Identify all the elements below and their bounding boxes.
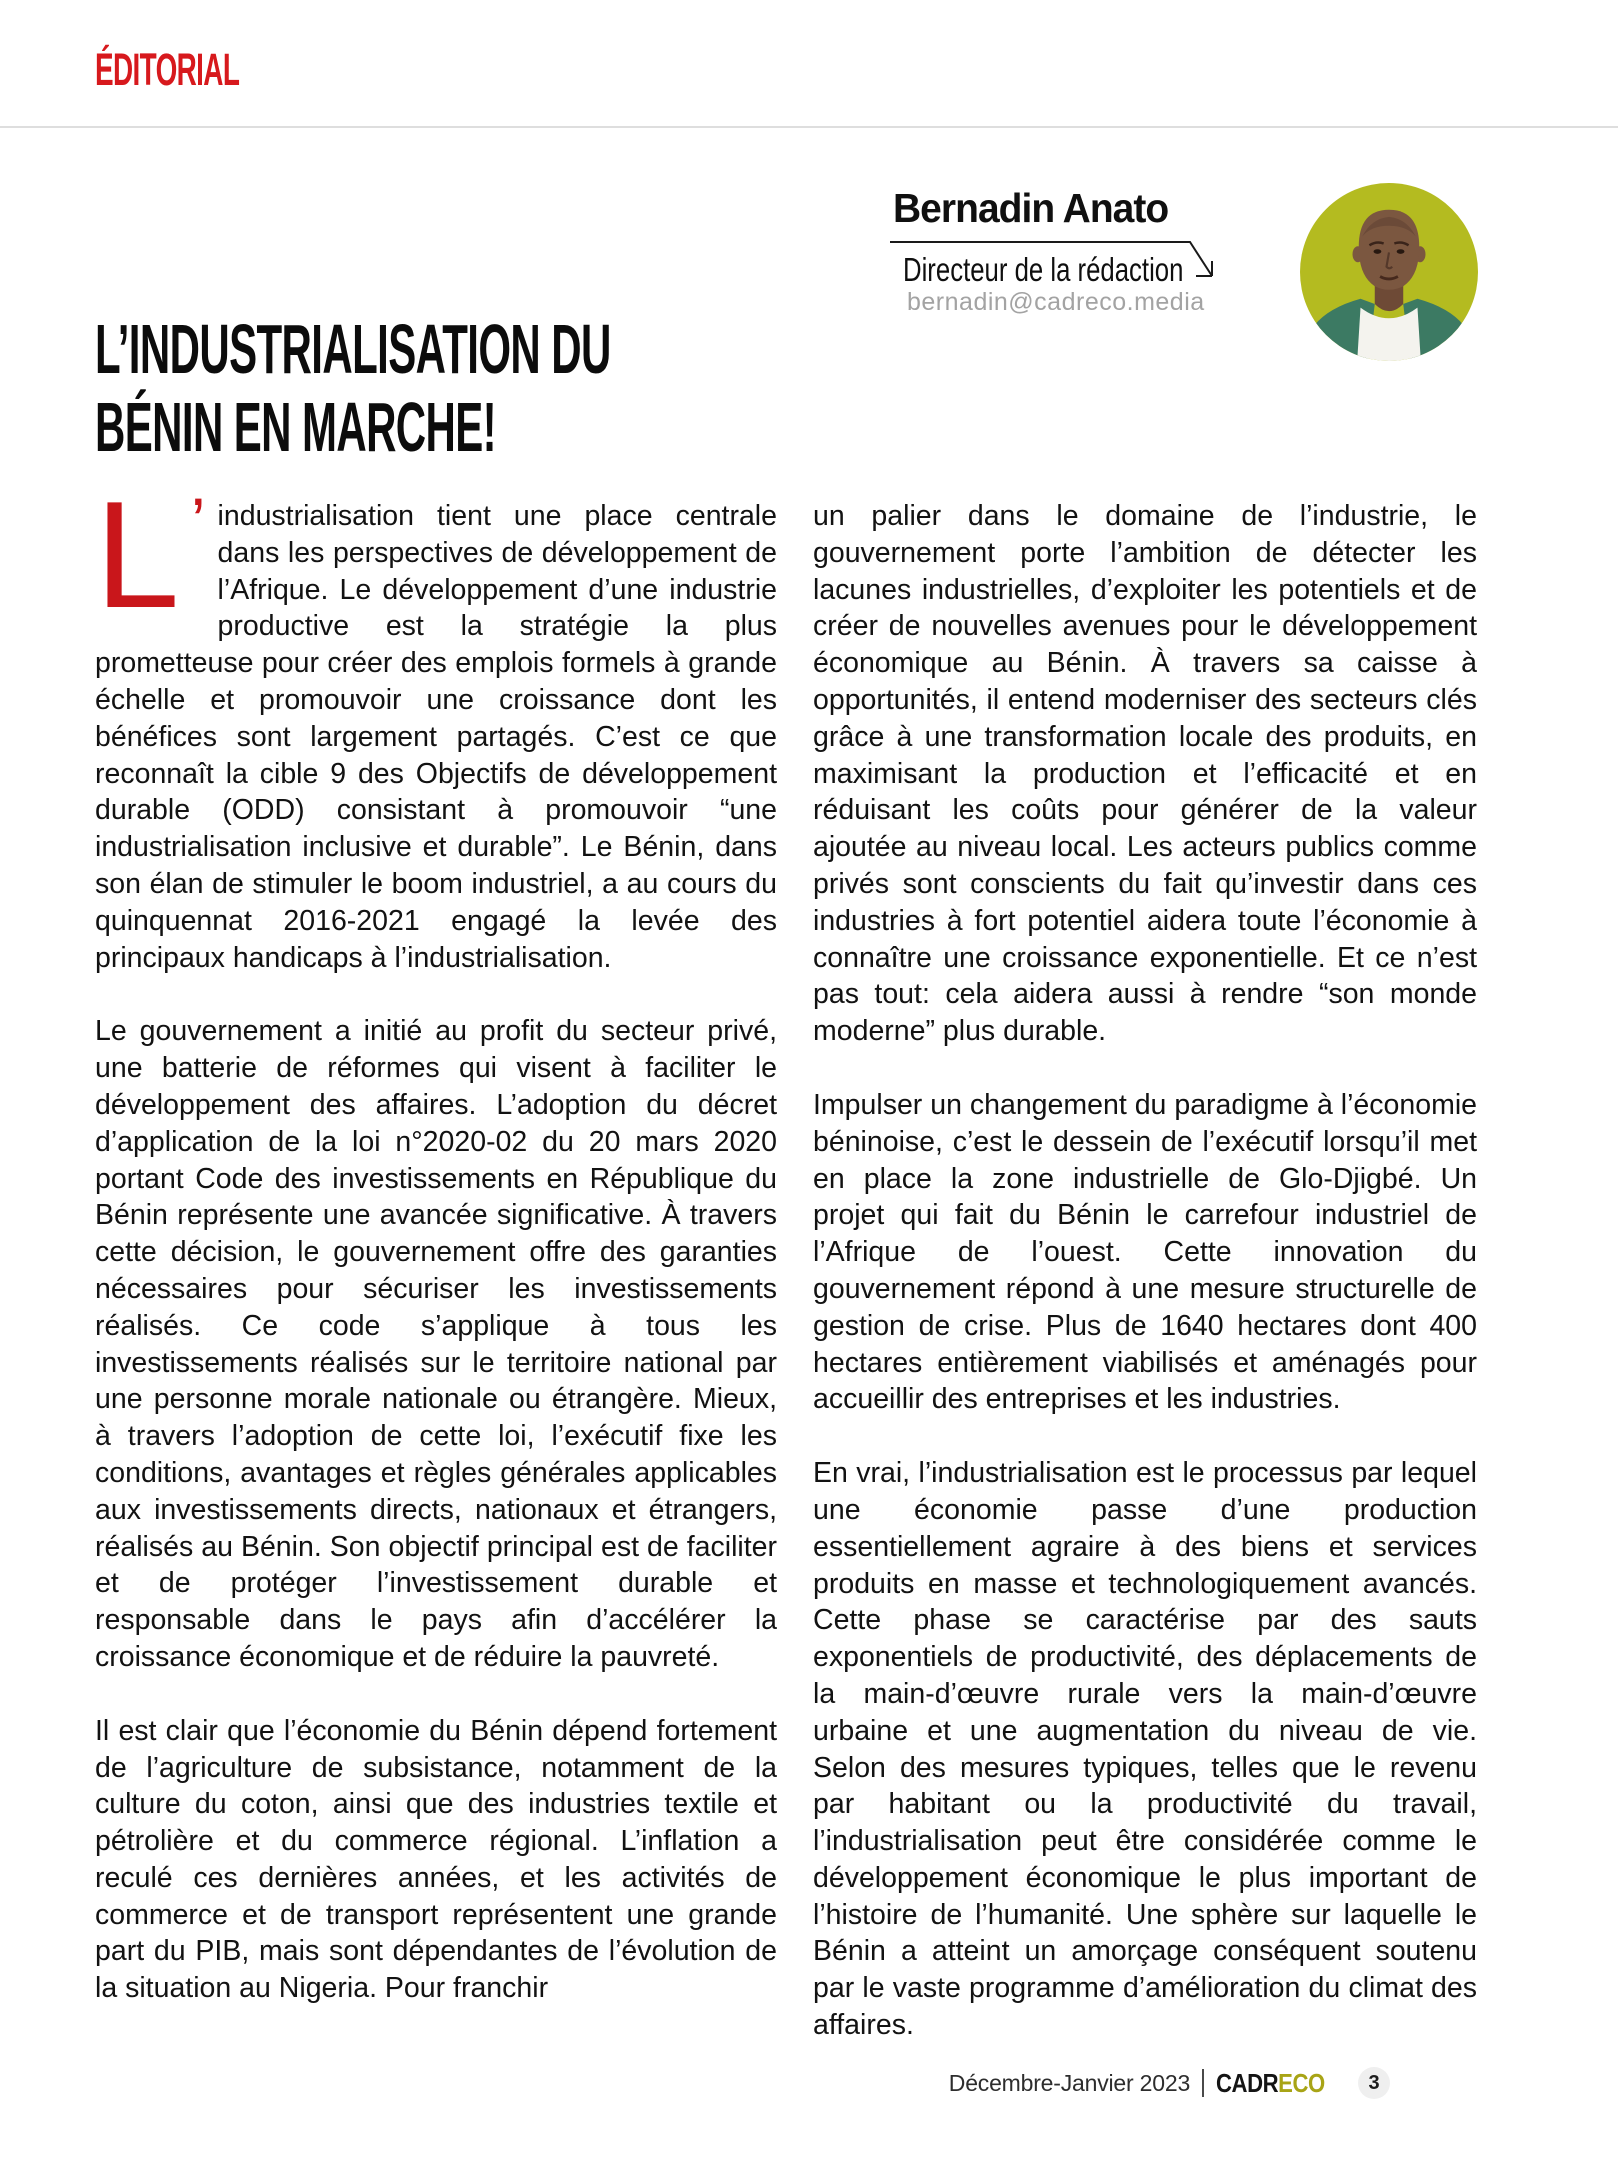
article-title bbox=[95, 310, 611, 466]
author-role: Directeur de la rédaction bbox=[903, 251, 1184, 288]
footer-brand-logo bbox=[1216, 2068, 1325, 2099]
column-left bbox=[95, 470, 777, 2007]
footer-brand-black: CADR bbox=[1216, 2067, 1279, 2098]
masthead-rule bbox=[0, 126, 1618, 128]
footer-brand-accent: ECO bbox=[1278, 2067, 1325, 2098]
footer-date: Décembre-Janvier 2023 bbox=[948, 2069, 1191, 2096]
page-number: 3 bbox=[1368, 2071, 1380, 2094]
paragraph: Le gouvernement a initié au profit du secteur privé, une batterie de réformes qui visent à faciliter le développement des affaires. L’adoption du décret d’application de la loi n°2020-02 du 20 mars 2020 portant Code des investissements en République du Bénin représente une avancée significative. À travers cette décision, le gouvernement offre des garanties nécessaires pour sécuriser les investissements réalisés. Ce code s’applique à tous les investissements réalisés sur le territoire national par une personne morale nationale ou étrangère. Mieux, à travers l’adoption de cette loi, l’exécutif fixe les conditions, avantages et règles générales applicables aux investissements directs, nationaux et étrangers, réalisés au Bénin. Son objectif principal est de faciliter et de protéger l’investissement durable et responsable dans le pays afin d’accélérer la croissance économique et de réduire la pauvreté. bbox=[95, 1015, 777, 1673]
author-email: bernadin@cadreco.media bbox=[907, 288, 1205, 316]
paragraph: En vrai, l’industrialisation est le processus par lequel une économie passe d’une production essentiellement agraire à des biens et services produits en masse et technologiquement avancés. Cette phase se caractérise par des sauts exponentiels de productivité, des déplacements de la main-d’œuvre rurale vers la main-d’œuvre urbaine et une augmentation du niveau de vie. Selon des mesures typiques, telles que le revenu par habitant ou la productivité du travail, l’industrialisation peut être considérée comme le développement économique le plus important de l’histoire de l’humanité. Une sphère sur laquelle le Bénin a atteint un amorçage conséquent soutenu par le vaste programme d’amélioration du climat des affaires. bbox=[813, 1457, 1477, 2042]
paragraph: Il est clair que l’économie du Bénin dépend fortement de l’agriculture de subsistance, notamment de la culture du coton, ainsi que des industries textile et pétrolière et du commerce régional. L’inflation a reculé ces dernières années, et les activités de commerce et de transport représentent une grande part du PIB, mais sont dépendantes de l’évolution de la situation au Nigeria. Pour franchir bbox=[95, 1714, 777, 2005]
paragraph-text: industrialisation tient une place centrale dans les perspectives de développement de l’Afrique. Le développement d’une industrie productive est la stratégie la plus prometteuse pour créer des emplois formels à grande échelle et promouvoir une croissance dont les bénéfices sont largement partagés. C’est ce que reconnaît la cible 9 des Objectifs de développement durable (ODD) consistant à promouvoir “une industrialisation inclusive et durable”. Le Bénin, dans son élan de stimuler le boom industriel, a au cours du quinquennat 2016-2021 engagé la levée des principaux handicaps à l’industrialisation. bbox=[95, 500, 777, 974]
dropcap bbox=[95, 470, 206, 640]
section-label: ÉDITORIAL bbox=[95, 44, 240, 95]
dropcap-letter: L bbox=[95, 470, 176, 640]
author-photo bbox=[1300, 183, 1478, 361]
page-number-badge bbox=[1358, 2067, 1390, 2099]
portrait-illustration bbox=[1300, 183, 1478, 361]
author-name: Bernadin Anato bbox=[893, 185, 1169, 231]
article-title-line1: L’INDUSTRIALISATION DU bbox=[95, 310, 611, 388]
paragraph: un palier dans le domaine de l’industrie, le gouvernement porte l’ambition de détecter les lacunes industrielles, d’exploiter les potentiels et de créer de nouvelles avenues pour le développement économique au Bénin. À travers sa caisse à opportunités, il entend moderniser des secteurs clés grâce à une transformation locale des produits, en maximisant la production et l’efficacité et en réduisant les coûts pour générer de la valeur ajoutée au niveau local. Les acteurs publics comme privés sont conscients du fait qu’investir dans ces industries à fort potentiel aidera toute l’économie à connaître une croissance exponentielle. Et ce n’est pas tout: cela aidera aussi à rendre “son monde moderne” plus durable. bbox=[813, 500, 1477, 1048]
article-title-line2: BÉNIN EN MARCHE! bbox=[95, 388, 497, 466]
footer-separator bbox=[1202, 2069, 1204, 2097]
paragraph: Impulser un changement du paradigme à l’économie béninoise, c’est le dessein de l’exécutif lorsqu’il met en place la zone industrielle de Glo-Djigbé. Un projet qui fait du Bénin le carrefour industriel de l’Afrique de l’ouest. Cette innovation du gouvernement répond à une mesure structurelle de gestion de crise. Plus de 1640 hectares dont 400 hectares entièrement viabilisés et aménagés pour accueillir des entreprises et les industries. bbox=[813, 1088, 1477, 1416]
column-right bbox=[813, 498, 1477, 2044]
paragraph-lead bbox=[95, 470, 777, 976]
dropcap-apostrophe: ’ bbox=[190, 484, 206, 558]
page-footer bbox=[949, 2066, 1390, 2100]
